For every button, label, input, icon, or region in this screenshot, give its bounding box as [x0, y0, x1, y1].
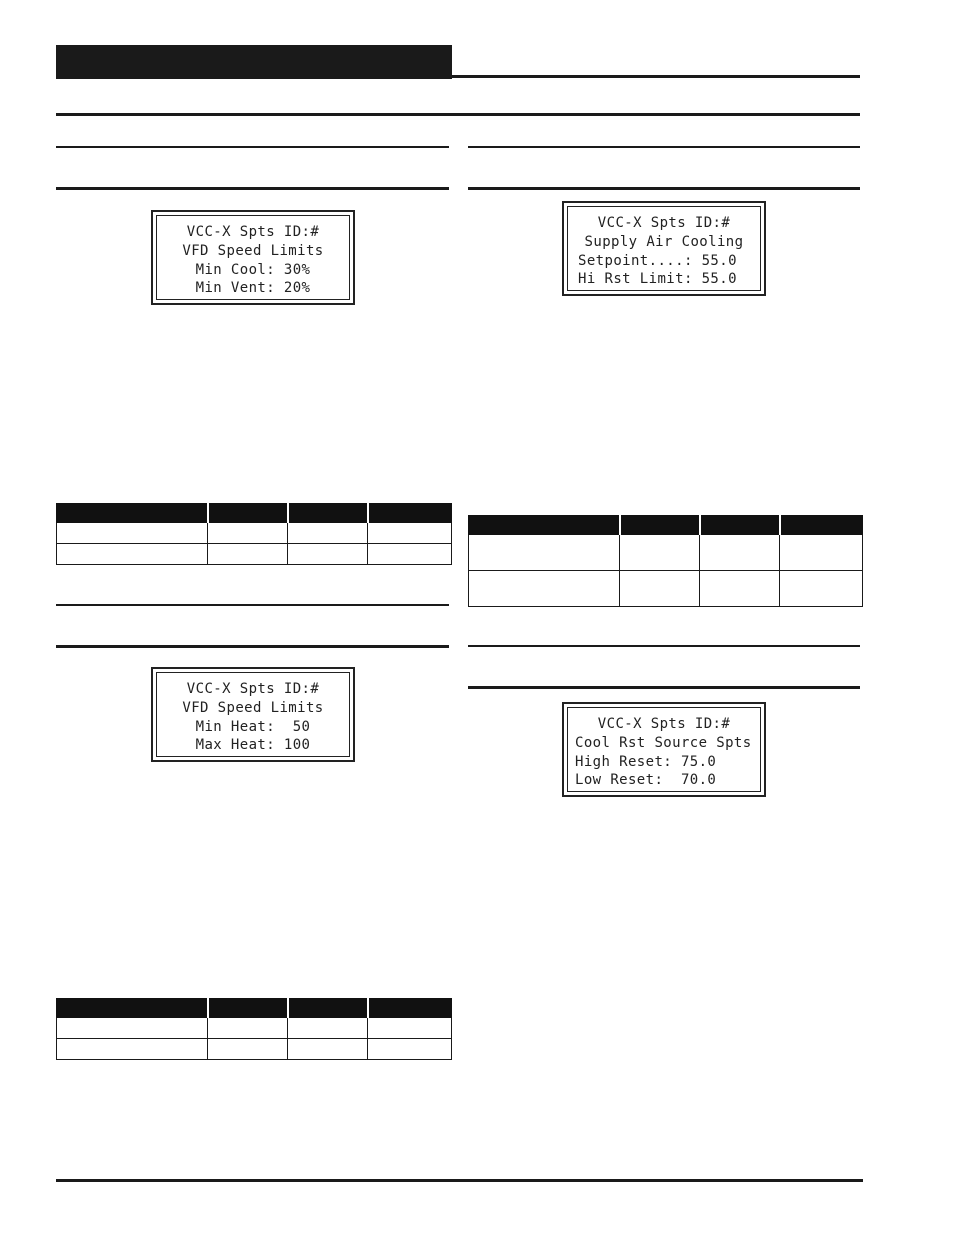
- section-rule: [56, 146, 449, 148]
- lcd-line: High Reset: 75.0: [575, 754, 717, 770]
- lcd-line: VFD Speed Limits: [182, 700, 324, 716]
- table-row: [469, 535, 863, 571]
- lcd-display-cool-reset-source: [562, 702, 766, 797]
- section-rule: [468, 146, 860, 148]
- section-rule: [56, 187, 449, 190]
- lcd-display-vfd-cool: [151, 210, 355, 305]
- lcd-line: VCC-X Spts ID:#: [186, 224, 320, 240]
- table-header-row: [57, 504, 452, 523]
- lcd-line: Max Heat: 100: [195, 737, 311, 753]
- lcd-line: VCC-X Spts ID:#: [597, 215, 731, 231]
- footer-rule: [56, 1179, 863, 1182]
- section-rule: [56, 113, 860, 116]
- table-header-row: [469, 516, 863, 535]
- lcd-line: Min Vent: 20%: [195, 280, 311, 296]
- lcd-line: Hi Rst Limit: 55.0: [578, 271, 737, 287]
- lcd-line: VCC-X Spts ID:#: [597, 716, 731, 732]
- section-rule: [56, 645, 449, 648]
- lcd-display-supply-air-cooling: [562, 201, 766, 296]
- lcd-line: Cool Rst Source Spts: [575, 735, 752, 751]
- section-rule: [468, 645, 860, 647]
- lcd-line: Min Heat: 50: [195, 719, 311, 735]
- header-rule: [452, 75, 860, 78]
- lcd-display-vfd-heat: [151, 667, 355, 762]
- table-row: [469, 571, 863, 607]
- table-row: [57, 1018, 452, 1039]
- lcd-line: Supply Air Cooling: [584, 234, 744, 250]
- setpoint-table: [468, 515, 863, 607]
- setpoint-table: [56, 503, 452, 565]
- table-row: [57, 544, 452, 565]
- lcd-line: VFD Speed Limits: [182, 243, 324, 259]
- header-bar: [56, 45, 452, 79]
- lcd-line: Min Cool: 30%: [195, 262, 311, 278]
- section-rule: [56, 604, 449, 606]
- setpoint-table: [56, 998, 452, 1060]
- lcd-line: Setpoint....: 55.0: [578, 253, 737, 269]
- section-rule: [468, 686, 860, 689]
- lcd-line: Low Reset: 70.0: [575, 772, 717, 788]
- lcd-line: VCC-X Spts ID:#: [186, 681, 320, 697]
- table-row: [57, 1039, 452, 1060]
- section-rule: [468, 187, 860, 190]
- table-row: [57, 523, 452, 544]
- table-header-row: [57, 999, 452, 1018]
